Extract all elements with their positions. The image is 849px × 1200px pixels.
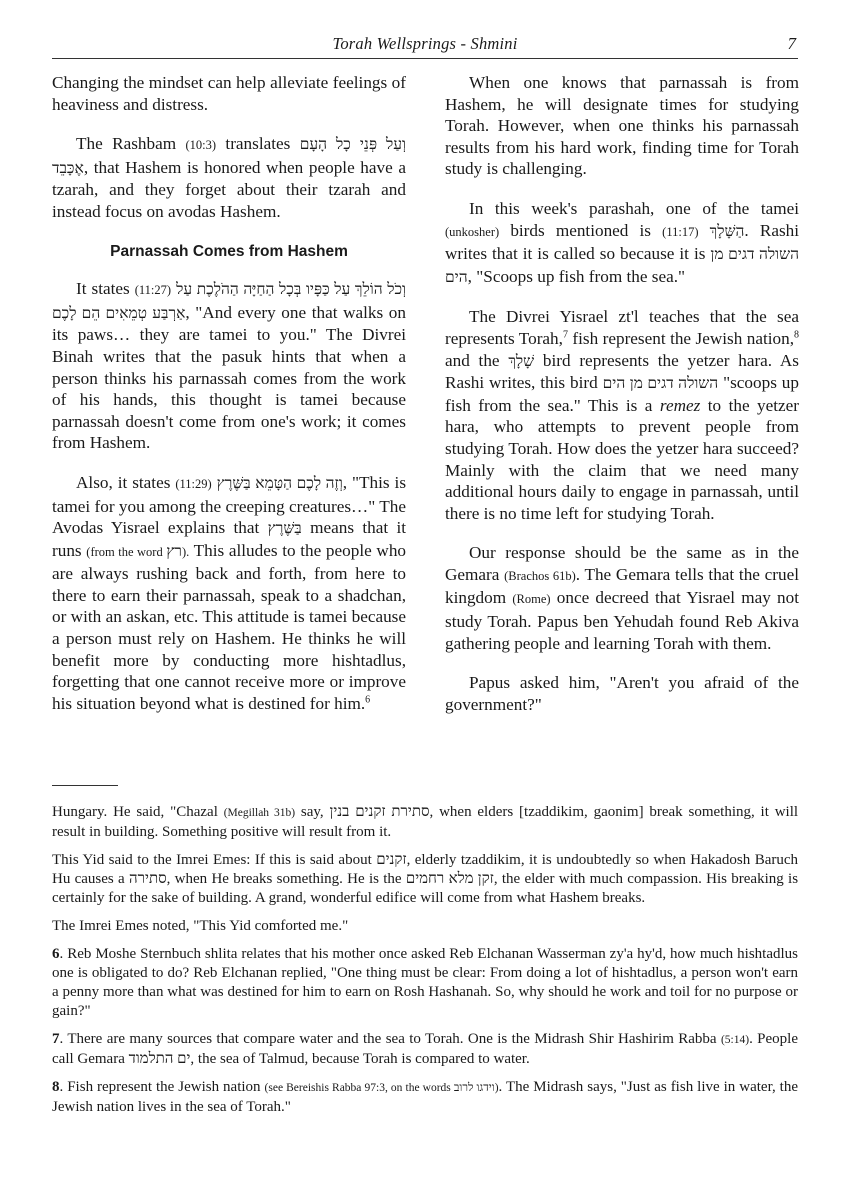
text: The Divrei Yisrael zt'l teaches that the sea represents Torah, xyxy=(445,307,799,348)
hebrew-word: הַשָּׁלָךְ xyxy=(709,222,745,240)
text: In this week's parashah, one of the tamei xyxy=(469,198,799,218)
hebrew-quote: וְעַל פְּנֵי כָל הָעָם אֶכָּבֵד xyxy=(52,136,407,177)
source-reference: (5:14) xyxy=(720,1034,750,1046)
text: , "This is tamei for you among the creeping creatures…" The Avodas Yisrael explains that xyxy=(52,472,407,538)
text: It states xyxy=(76,279,130,299)
text: , "And every one that walks on its paws… they are tamei to you." The Divrei Binah writes that the pasuk hints that when a person thinks his parnassah comes from the work of his hands, this thought is tamei because parnassah doesn't come from one's work; it comes from Hashem. xyxy=(52,302,406,453)
paragraph xyxy=(52,133,406,222)
text: . Reb Moshe Sternbuch shlita relates that his mother once asked Reb Elchanan Wasserman zy'a hy'd, how much hishtadlus one is obligated to do? Reb Elchanan replied, "One thing must be clear: From doing a lot of hishtadlus, a person won't earn a penny more than what was destined for him to earn on Rosh Hashanah. So, why should he work and toil for no purpose or gain?" xyxy=(52,946,798,1019)
text: , when He breaks something. He is the xyxy=(166,871,402,887)
hebrew-word: בַּשֶּׁרֶץ xyxy=(267,520,302,538)
text: Our response should be the same as in the Gemara xyxy=(445,543,799,584)
text: , the sea of Talmud, because Torah is compared to water. xyxy=(190,1051,530,1067)
source-reference: ) xyxy=(494,1082,499,1094)
hebrew-word: סתירה xyxy=(129,871,167,887)
footnote-8 xyxy=(52,1078,798,1117)
text: , when elders [tzaddikim, gaonim] break something, it will result in building. Something positive will result from it. xyxy=(52,804,799,840)
hebrew-word: שָׁלָךְ xyxy=(508,352,535,370)
paragraph xyxy=(52,472,406,715)
verse-reference: (11:27) xyxy=(134,283,172,298)
paragraph xyxy=(445,672,799,715)
hebrew-word: רץ xyxy=(166,542,182,560)
source-reference: (Brachos 61b) xyxy=(504,568,576,583)
hebrew-quote: וְכֹל הוֹלֵךְ עַל כַּפָּיו בְּכָל הַחַיָּה הַהֹלֶכֶת עַל אַרְבַּע טְמֵאִים הֵם לָכֶם xyxy=(52,281,406,322)
hebrew-quote: השולה דגים מן הים xyxy=(445,246,800,286)
paragraph-text: Changing the mindset can help alleviate feelings of heaviness and distress. xyxy=(52,73,406,114)
page-number: 7 xyxy=(787,34,796,53)
text: . Fish represent the Jewish nation xyxy=(59,1079,261,1095)
text: to the yetzer hara, who attempts to prevent people from studying Torah. How does the yetzer hara succeed? Mainly with the claim that we need many additional hours daily to engage in parnassah, until there is no time left for studying Torah. xyxy=(445,395,800,523)
footnote-number: 6 xyxy=(52,946,60,962)
footnote-ref[interactable]: 8 xyxy=(794,329,800,341)
text: , that Hashem is honored when people have a tzarah, and they forget about their tzarah and instead focus on avodas Hashem. xyxy=(52,157,406,221)
paragraph xyxy=(52,72,406,115)
footnote-ref[interactable]: 6 xyxy=(365,694,371,706)
hebrew-word: זקנים xyxy=(376,852,407,868)
footnote-number: 7 xyxy=(52,1031,60,1047)
paragraph xyxy=(445,198,799,288)
paragraph xyxy=(445,542,799,654)
paragraph xyxy=(445,72,799,180)
hebrew-word: ים התלמוד xyxy=(128,1051,191,1067)
footnote-divider xyxy=(52,785,118,786)
hebrew-quote: השולה דגים מן הים xyxy=(602,375,719,393)
paragraph-text: Papus asked him, "Aren't you afraid of the government?" xyxy=(445,673,799,714)
text: This Yid said to the Imrei Emes: If this is said about xyxy=(52,852,372,868)
hebrew-word: זקן מלא רחמים xyxy=(405,871,494,887)
hebrew-word: וידגו לרוב xyxy=(453,1082,495,1094)
verse-reference: (10:3) xyxy=(185,138,217,153)
text: fish represent the Jewish nation, xyxy=(567,328,795,348)
source-reference: (see Bereishis Rabba 97:3, on the words xyxy=(264,1082,454,1094)
aside-text: (unkosher) xyxy=(445,224,500,239)
aside-text: (Rome) xyxy=(512,592,551,607)
footnote-ref[interactable]: 7 xyxy=(562,329,568,341)
text: bird represents the yetzer hara. As Rashi writes, this bird xyxy=(445,350,799,393)
section-heading: Parnassah Comes from Hashem xyxy=(110,242,348,260)
text: , "Scoops up fish from the sea." xyxy=(467,266,686,286)
paragraph xyxy=(445,306,799,524)
text: . People call Gemara xyxy=(52,1031,799,1067)
footnote-6 xyxy=(52,945,798,1021)
emphasis: remez xyxy=(659,395,701,415)
text: This alludes to the people who are always rushing back and forth, from here to there to earn their parnassah, speak to a shadchan, or with an askan, etc. This attitude is tamei because a person must rely on Hashem. He thinks he will benefit more by conducting more hishtadlus, forgetting that one cannot receive more or improve his situation beyond what is destined for him. xyxy=(52,540,407,713)
hebrew-quote: וְזֶה לָכֶם הַטָּמֵא בַּשֶּׁרֶץ xyxy=(216,474,343,492)
text: The Rashbam xyxy=(76,134,177,154)
footnotes xyxy=(52,803,798,1126)
text: translates xyxy=(225,134,291,154)
hebrew-quote: סתירת זקנים בנין xyxy=(329,804,430,820)
footnote xyxy=(52,917,798,936)
text: . There are many sources that compare water and the sea to Torah. One is the Midrash Shir Hashirim Rabba xyxy=(59,1031,717,1047)
text: , elderly tzaddikim, it is undoubtedly so when Hakadosh Baruch Hu causes a xyxy=(52,852,799,887)
text: . Rashi writes that it is called so because it is xyxy=(445,220,800,264)
running-header xyxy=(52,34,798,59)
text: once decreed that Yisrael may not study Torah. Papus ben Yehudah found Reb Akiva gathering people and learning Torah with them. xyxy=(445,588,800,653)
text: , the elder with much compassion. His breaking is certainly for the sake of building. A grand, wonderful edifice will come from what Hashem breaks. xyxy=(52,871,799,906)
footnote xyxy=(52,851,798,908)
aside-text: ). xyxy=(181,544,190,559)
text: say, xyxy=(300,804,324,820)
text: and the xyxy=(445,350,500,370)
text: birds mentioned is xyxy=(510,220,651,240)
aside-text: (from the word xyxy=(86,544,167,559)
text: Hungary. He said, "Chazal xyxy=(52,804,218,820)
verse-reference: (11:29) xyxy=(175,476,212,491)
source-reference: (Megillah 31b) xyxy=(223,807,296,819)
footnote-number: 8 xyxy=(52,1079,60,1095)
text: . The Gemara tells that the cruel kingdom xyxy=(445,564,799,608)
right-column xyxy=(445,72,799,733)
text: Also, it states xyxy=(76,472,171,492)
footnote xyxy=(52,803,798,842)
left-column xyxy=(52,72,406,732)
text: means that it runs xyxy=(52,518,406,560)
text: The Imrei Emes noted, "This Yid comforted me." xyxy=(52,918,349,934)
running-title: Torah Wellsprings - Shmini xyxy=(332,34,518,53)
text: . The Midrash says, "Just as fish live in water, the Jewish nation lives in the sea of Torah." xyxy=(52,1079,799,1115)
paragraph xyxy=(52,278,406,454)
paragraph-text: When one knows that parnassah is from Hashem, he will designate times for studying Torah. However, when one thinks his parnassah results from his hard work, finding time for Torah study is challenging. xyxy=(445,73,799,179)
footnote-7 xyxy=(52,1030,798,1069)
text: "scoops up fish from the sea." This is a xyxy=(445,373,799,415)
verse-reference: (11:17) xyxy=(662,224,699,239)
